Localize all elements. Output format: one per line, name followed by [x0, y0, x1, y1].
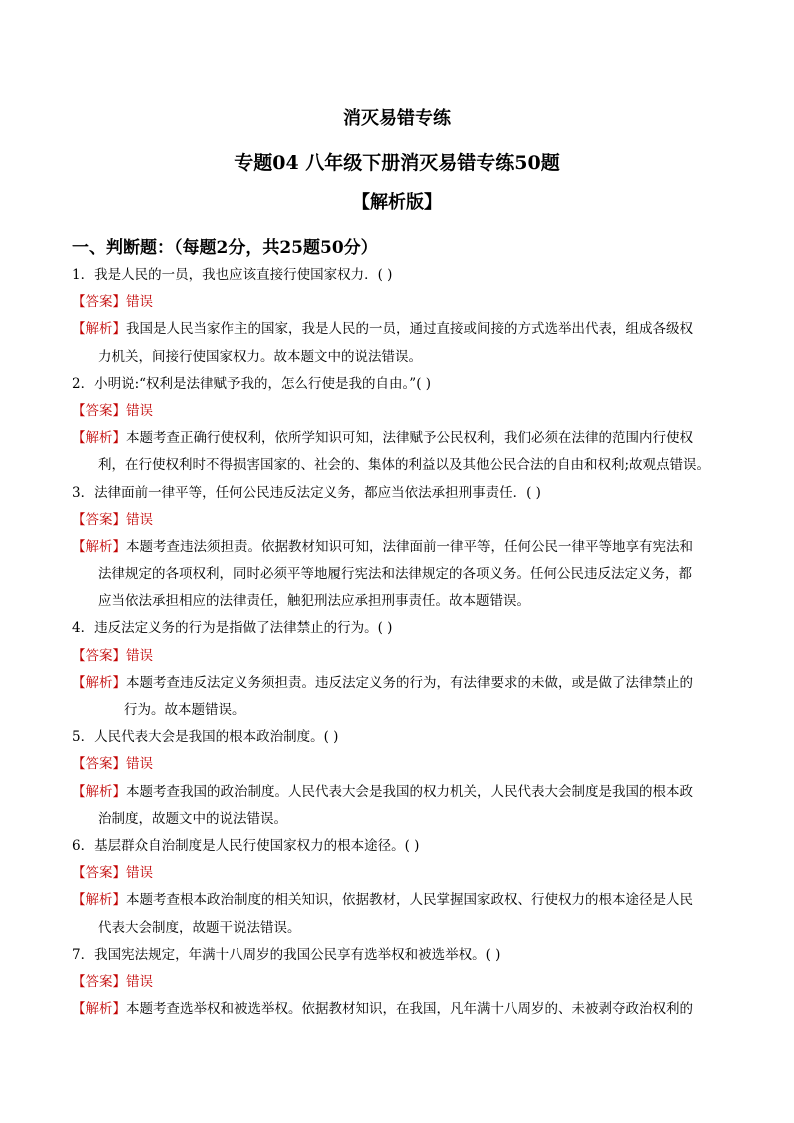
- answer-line: [72, 643, 724, 670]
- answer-tag: 【答案】: [72, 756, 126, 773]
- question-text: 2．小明说:“权利是法律赋予我的，怎么行使是我的自由。”( ): [72, 375, 432, 392]
- question-text: 1．我是人民的一员，我也应该直接行使国家权力．( ): [72, 267, 393, 283]
- analysis-text: 本题考查违反法定义务须担责。违反法定义务的行为，有法律要求的未做，或是做了法律禁止的: [126, 674, 693, 691]
- analysis-continuation: 力机关，间接行使国家权力。故本题文中的说法错误。: [98, 348, 422, 365]
- analysis-text: 本题考查选举权和被选举权。依据教材知识，在我国，凡年满十八周岁的、未被剥夺政治权利的: [126, 1001, 693, 1018]
- analysis-text: 本题考查正确行使权利，依所学知识可知，法律赋予公民权利，我们必须在法律的范围内行使权: [126, 430, 693, 447]
- analysis-line: [72, 779, 724, 806]
- analysis-continuation: 法律规定的各项权利，同时必须平等地履行宪法和法律规定的各项义务。任何公民违反法定义务，都: [98, 566, 692, 583]
- analysis-continuation: 治制度，故题文中的说法错误。: [98, 810, 287, 827]
- analysis-continuation: 行为。故本题错误。: [124, 702, 246, 718]
- analysis-line: [72, 996, 724, 1023]
- analysis-tag: 【解析】: [72, 1001, 126, 1018]
- analysis-continuation: 代表大会制度，故题干说法错误。: [98, 919, 301, 936]
- answer-value: 错误: [126, 973, 153, 990]
- analysis-tag: 【解析】: [72, 321, 126, 338]
- question-text: 6．基层群众自治制度是人民行使国家权力的根本途径。( ): [72, 837, 420, 854]
- document-subtitle: 专题04 八年级下册消灭易错专练50题: [234, 152, 560, 174]
- analysis-line: [72, 425, 724, 452]
- answer-line: [72, 860, 724, 887]
- answer-value: 错误: [126, 756, 153, 773]
- question-text: 5．人民代表大会是我国的根本政治制度。( ): [72, 729, 339, 746]
- document-title: 消灭易错专练: [343, 108, 451, 129]
- analysis-tag: 【解析】: [72, 783, 126, 800]
- question-list: [72, 262, 724, 1023]
- answer-tag: 【答案】: [72, 294, 126, 311]
- analysis-line: [72, 887, 724, 914]
- answer-line: [72, 398, 724, 425]
- analysis-text: 我国是人民当家作主的国家，我是人民的一员，通过直接或间接的方式选举出代表，组成各级权: [126, 321, 693, 338]
- answer-tag: 【答案】: [72, 402, 126, 419]
- answer-value: 错误: [126, 511, 153, 528]
- question-text: 7．我国宪法规定，年满十八周岁的我国公民享有选举权和被选举权。( ): [72, 946, 501, 963]
- answer-value: 错误: [126, 865, 153, 882]
- edition-label: 【解析版】: [352, 192, 442, 213]
- analysis-text: 本题考查根本政治制度的相关知识，依据教材，人民掌握国家政权、行使权力的根本途径是人民: [126, 892, 693, 909]
- question-text: 3．法律面前一律平等，任何公民违反法定义务，都应当依法承担刑事责任．( ): [72, 484, 541, 501]
- answer-value: 错误: [126, 647, 153, 664]
- analysis-tag: 【解析】: [72, 430, 126, 447]
- answer-value: 错误: [126, 294, 153, 311]
- analysis-line: [72, 316, 724, 343]
- analysis-text: 本题考查我国的政治制度。人民代表大会是我国的权力机关，人民代表大会制度是我国的根本政: [126, 783, 693, 800]
- analysis-line: [72, 534, 724, 561]
- answer-tag: 【答案】: [72, 865, 126, 882]
- answer-tag: 【答案】: [72, 647, 126, 664]
- answer-value: 错误: [126, 402, 153, 419]
- analysis-line: [72, 670, 724, 697]
- analysis-text: 本题考查违法须担责。依据教材知识可知，法律面前一律平等，任何公民一律平等地享有宪法和: [126, 538, 693, 555]
- answer-tag: 【答案】: [72, 511, 126, 528]
- answer-line: [72, 289, 724, 316]
- question-text: 4．违反法定义务的行为是指做了法律禁止的行为。( ): [72, 620, 393, 637]
- answer-tag: 【答案】: [72, 973, 126, 990]
- answer-line: [72, 751, 724, 778]
- answer-line: [72, 507, 724, 534]
- analysis-tag: 【解析】: [72, 538, 126, 555]
- analysis-continuation: 应当依法承担相应的法律责任，触犯刑法应承担刑事责任。故本题错误。: [98, 593, 530, 610]
- analysis-tag: 【解析】: [72, 892, 126, 909]
- answer-line: [72, 969, 724, 996]
- section-heading: 一、判断题：（每题2分，共25题50分）: [72, 238, 378, 258]
- analysis-tag: 【解析】: [72, 674, 126, 691]
- analysis-continuation: 利，在行使权利时不得损害国家的、社会的、集体的利益以及其他公民合法的自由和权利;故观点错误。: [98, 457, 711, 474]
